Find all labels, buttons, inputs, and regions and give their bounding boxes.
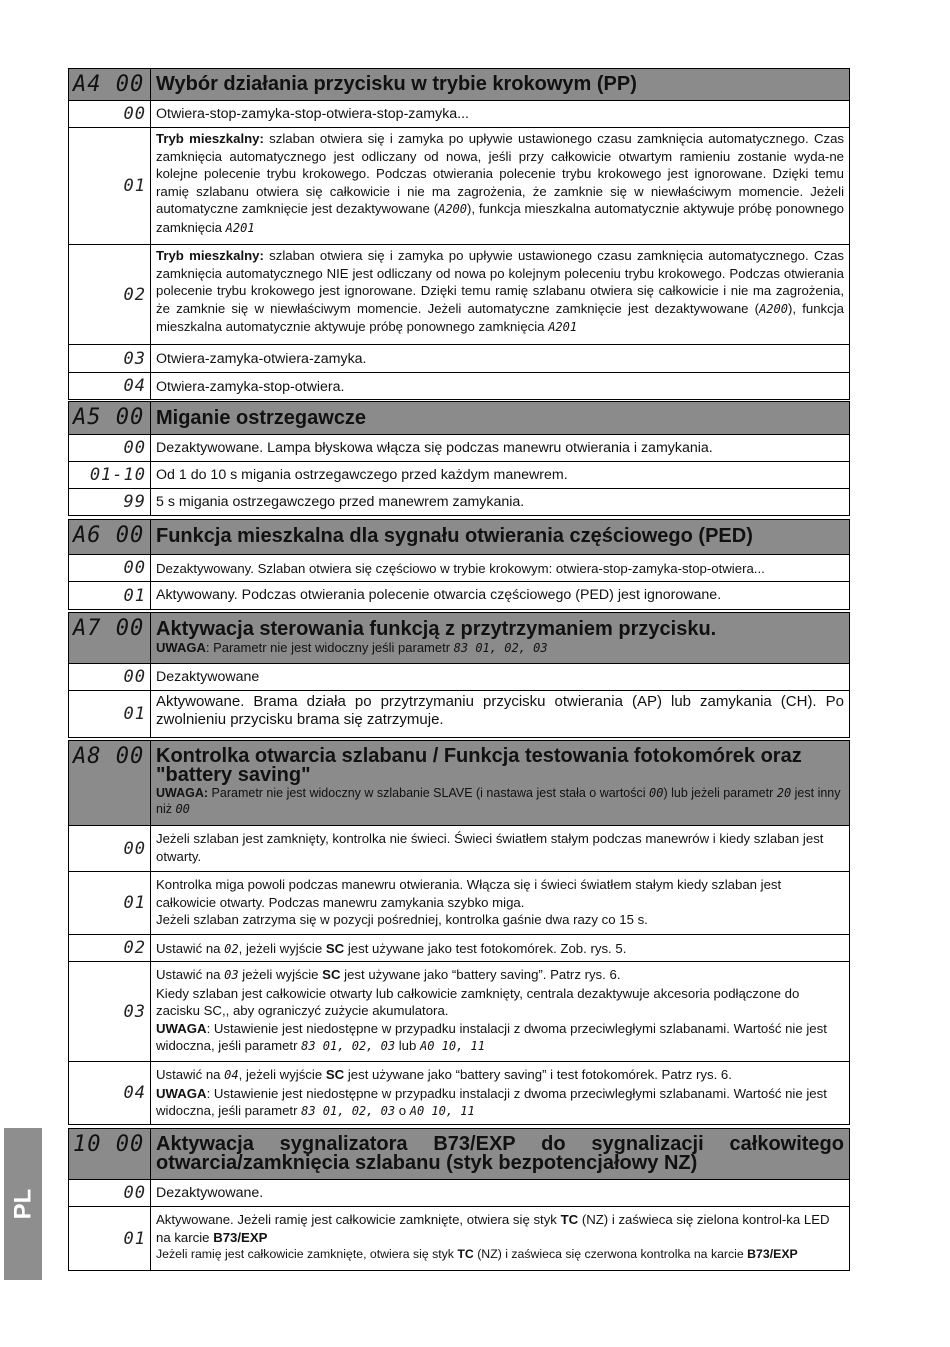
option-code: 00 [69,826,151,871]
note-text: jest inny niż [156,786,841,816]
option-text: Od 1 do 10 s migania ostrzegawczego przed każdym manewrem. [156,467,568,483]
inline-code: 83 01, 02, 03 [301,1104,396,1118]
param-title: Miganie ostrzegawcze [156,407,367,429]
option-code: 00 [69,101,151,127]
param-code: 10 00 [69,1129,151,1179]
param-a7-header [69,613,849,663]
option-code: 04 [69,1062,151,1124]
option-code: 01 [69,1207,151,1270]
option-text-part: (NZ) i zaświeca się czerwona kontrolka na karcie [473,1247,748,1261]
param-i0-table [68,1128,850,1271]
option-text [156,966,844,985]
param-a5-header [69,402,849,434]
warning-label: UWAGA [156,1085,207,1101]
param-a4-table [68,68,850,400]
option-code: 00 [69,555,151,581]
param-code: A5 00 [69,402,151,434]
option-row [69,663,849,690]
note-text: Parametr nie jest widoczny w szlabanie SLAVE (i nastawa jest stała o wartości [208,786,650,800]
option-row [69,581,849,609]
param-note [156,785,844,817]
card-label: B73/EXP [213,1229,268,1245]
param-a7-table [68,612,850,738]
param-code: A8 00 [69,741,151,825]
option-row [69,488,849,515]
param-a6-header [69,520,849,554]
option-text-part: o [395,1103,410,1118]
option-code: 01-10 [69,462,151,488]
option-text-block [151,872,849,934]
param-title-block [151,613,849,663]
option-text: Otwiera-zamyka-otwiera-zamyka. [156,351,367,367]
language-tab [4,1128,42,1280]
option-row [69,434,849,461]
terminal-label: TC [457,1247,474,1261]
option-bold-label: Tryb mieszkalny: [156,131,264,146]
option-text-part: Aktywowane. Jeżeli ramię jest całkowicie zamknięte, otwiera się styk [156,1212,561,1227]
option-text-part: jest używane jako “battery saving” i test fotokomórek. Patrz rys. 6. [344,1067,732,1082]
option-text-part: ), funkcja mieszkalna automatycznie aktywuje próbę ponownego zamknięcia [156,201,844,235]
option-row [69,244,849,344]
param-title-block [151,741,849,825]
inline-code: 04 [224,1068,239,1082]
option-code: 00 [69,664,151,690]
inline-code: A201 [548,320,578,334]
param-code: A4 00 [69,69,151,100]
option-text-part: Jeżeli ramię jest całkowicie zamknięte, otwiera się styk [156,1247,458,1261]
option-row [69,1206,849,1270]
option-warning [156,1020,844,1056]
param-a4-header [69,69,849,100]
note-label: UWAGA [156,640,206,655]
option-text-block [151,962,849,1061]
inline-code: A0 10, 11 [419,1039,486,1053]
param-a8-header [69,741,849,825]
inline-code: A201 [225,220,255,235]
option-text [156,1066,844,1085]
option-code: 03 [69,345,151,372]
option-row [69,1061,849,1124]
card-label: B73/EXP [747,1247,798,1261]
terminal-label: SC [325,1067,345,1082]
inline-code: 20 [776,786,792,800]
option-text: Otwiera-zamyka-stop-otwiera. [156,379,345,395]
inline-code: A0 10, 11 [409,1104,475,1118]
option-text [156,1211,844,1246]
option-text-part: szlaban otwiera się i zamyka po upływie ustawionego czasu zamknięcia automatycznego. Czas zamknięcia automatycznego NIE jest odliczany od nowa po kolejnym poleceniu trybu krokowego. Podczas otwierania polecenie trybu krokowego jest ignorowane. Dzięki temu ramię szlabanu otwiera się całkowicie i nie ma zagrożenia, że zamknie się w niewłaściwym momencie. Jeżeli automatyczne zamknięcie jest dezaktywowane ( [156,248,845,316]
option-text [151,245,849,344]
option-text-part: jest używane jako “battery saving”. Patrz rys. 6. [340,967,621,982]
option-text-part: szlaban otwiera się i zamyka po upływie ustawionego czasu zamknięcia automatycznego. Czas zamknięcia automatycznego jest odliczany od nowa, jeśli przy całkowicie otwartym ramieniu zostanie wyda-ne kolejne polecenie trybu krokowego. Podczas otwierania polecenie trybu krokowego jest ignorowane. Dzięki temu ramię szlabanu otwiera się całkowicie i nie ma zagrożenia, że zamknie się w niewłaściwym momencie. Jeżeli automatyczne zamknięcie jest dezaktywowane ( [156,131,845,216]
option-text-part: (NZ) i zaświeca się zielona kontrol-ka LED na karcie [156,1212,830,1245]
param-title: Wybór działania przycisku w trybie krokowym (PP) [156,73,637,95]
option-text-part: : Ustawienie jest niedostępne w przypadku instalacji z dwoma przeciwległymi szlabanami. Wartość nie jest widoczna, jeśli parametr [156,1020,827,1053]
option-row [69,934,849,961]
option-code: 01 [69,872,151,934]
option-text: Jeżeli szlaban zatrzyma się w pozycji pośredniej, kontrolka gaśnie dwa razy co 15 s. [156,912,648,927]
inline-code: A200 [759,301,788,316]
option-text: Jeżeli szlaban jest zamknięty, kontrolka nie świeci. Świeci światłem stałym podczas manewrów i kiedy szlaban jest otwarty. [156,831,824,864]
option-row [69,372,849,399]
note-label: UWAGA: [156,786,209,800]
inline-code: 83 01, 02, 03 [301,1039,396,1053]
option-text-part: : Ustawienie jest niedostępne w przypadku instalacji z dwoma przeciwległymi szlabanami. Wartość nie jest widoczna, jeśli parametr [156,1085,827,1118]
terminal-label: SC [325,941,345,956]
option-row [69,1179,849,1206]
option-text: Dezaktywowane. Lampa błyskowa włącza się podczas manewru otwierania i zamykania. [156,440,713,456]
option-row [69,690,849,737]
option-text: Dezaktywowane. [156,1185,264,1201]
option-code: 01 [69,128,151,244]
option-code: 02 [69,245,151,344]
option-text-part: ), funkcja mieszkalna automatycznie aktywuje próbę ponownego zamknięcia [156,300,844,334]
option-text-part: Ustawić na [156,967,225,982]
option-row [69,961,849,1061]
option-code: 99 [69,489,151,515]
option-text: Dezaktywowane [156,669,260,685]
option-text-part: lub [395,1038,420,1053]
option-text: Kontrolka miga powoli podczas manewru otwierania. Włącza się i świeci światłem stałym kiedy szlaban jest całkowicie otwarty. Podczas manewru zamykania szybko miga. [156,877,782,910]
language-tab-label: PL [8,1188,36,1220]
param-i0-header [69,1129,849,1179]
option-text: 5 s migania ostrzegawczego przed manewrem zamykania. [156,494,525,510]
option-text [156,1246,844,1264]
param-title: Funkcja mieszkalna dla sygnału otwierania częściowego (PED) [156,525,753,547]
option-text [151,935,849,961]
option-text [151,128,849,244]
option-row [69,100,849,127]
option-code: 00 [69,1180,151,1206]
option-row [69,344,849,372]
option-text-block [151,1062,849,1124]
param-note [156,640,844,656]
param-title: Aktywacja sterowania funkcją z przytrzymaniem przycisku. [156,618,717,640]
option-row [69,461,849,488]
note-text: : Parametr nie jest widoczny jeśli parametr [205,640,454,655]
terminal-label: SC [322,967,341,982]
inline-code: 83 01, 02, 03 [453,641,548,655]
option-text: Aktywowane. Brama działa po przytrzymaniu przycisku otwierania (AP) lub zamykania (CH). Po zwolnieniu przycisku brama się zatrzymuje. [156,693,844,728]
inline-code: 02 [224,942,239,956]
param-a8-table [68,740,850,1125]
option-text: Aktywowany. Podczas otwierania polecenie otwarcia częściowego (PED) jest ignorowane. [156,587,722,603]
option-bold-label: Tryb mieszkalny: [156,248,264,263]
option-code: 00 [69,435,151,461]
param-title: Kontrolka otwarcia szlabanu / Funkcja testowania fotokomórek oraz "battery saving" [156,745,802,786]
option-warning [156,1085,844,1121]
option-text-part: Ustawić na [156,1067,225,1082]
option-row [69,127,849,244]
option-text: Dezaktywowany. Szlaban otwiera się częściowo w trybie krokowym: otwiera-stop-zamyka-stop-otwiera... [156,561,765,576]
option-row [69,871,849,934]
param-a5-table [68,401,850,516]
inline-code: 03 [224,968,239,982]
option-code: 01 [69,691,151,737]
option-text: Kiedy szlaban jest całkowicie otwarty lub całkowicie zamknięty, centrala dezaktywuje akcesoria podłączone do zacisku SC,, aby ograniczyć zużycie akumulatora. [156,985,800,1018]
option-row [69,554,849,581]
option-code: 04 [69,373,151,399]
param-title: Aktywacja sygnalizatora B73/EXP do sygnalizacji całkowitego otwarcia/zamknięcia szlabanu (styk bezpotencjałowy NZ) [156,1133,844,1174]
param-code: A6 00 [69,520,151,554]
option-text-part: , jeżeli wyjście [238,1067,326,1082]
option-text-part: jeżeli wyjście [238,967,323,982]
option-text-part: jest używane jako test fotokomórek. Zob. rys. 5. [344,941,627,956]
option-code: 01 [69,582,151,609]
option-code: 03 [69,962,151,1061]
option-row [69,825,849,871]
option-text-part: Ustawić na [156,941,225,956]
inline-code: A200 [438,202,467,216]
warning-label: UWAGA [156,1020,207,1036]
option-text-part: , jeżeli wyjście [238,941,326,956]
terminal-label: TC [560,1212,579,1227]
option-text-block [151,1207,849,1270]
note-text: ) lub jeżeli parametr [663,786,777,800]
param-a6-table [68,519,850,610]
inline-code: 00 [649,786,664,800]
option-text: Otwiera-stop-zamyka-stop-otwiera-stop-zamyka... [156,106,469,122]
option-code: 02 [69,935,151,961]
param-code: A7 00 [69,613,151,663]
inline-code: 00 [175,802,190,816]
